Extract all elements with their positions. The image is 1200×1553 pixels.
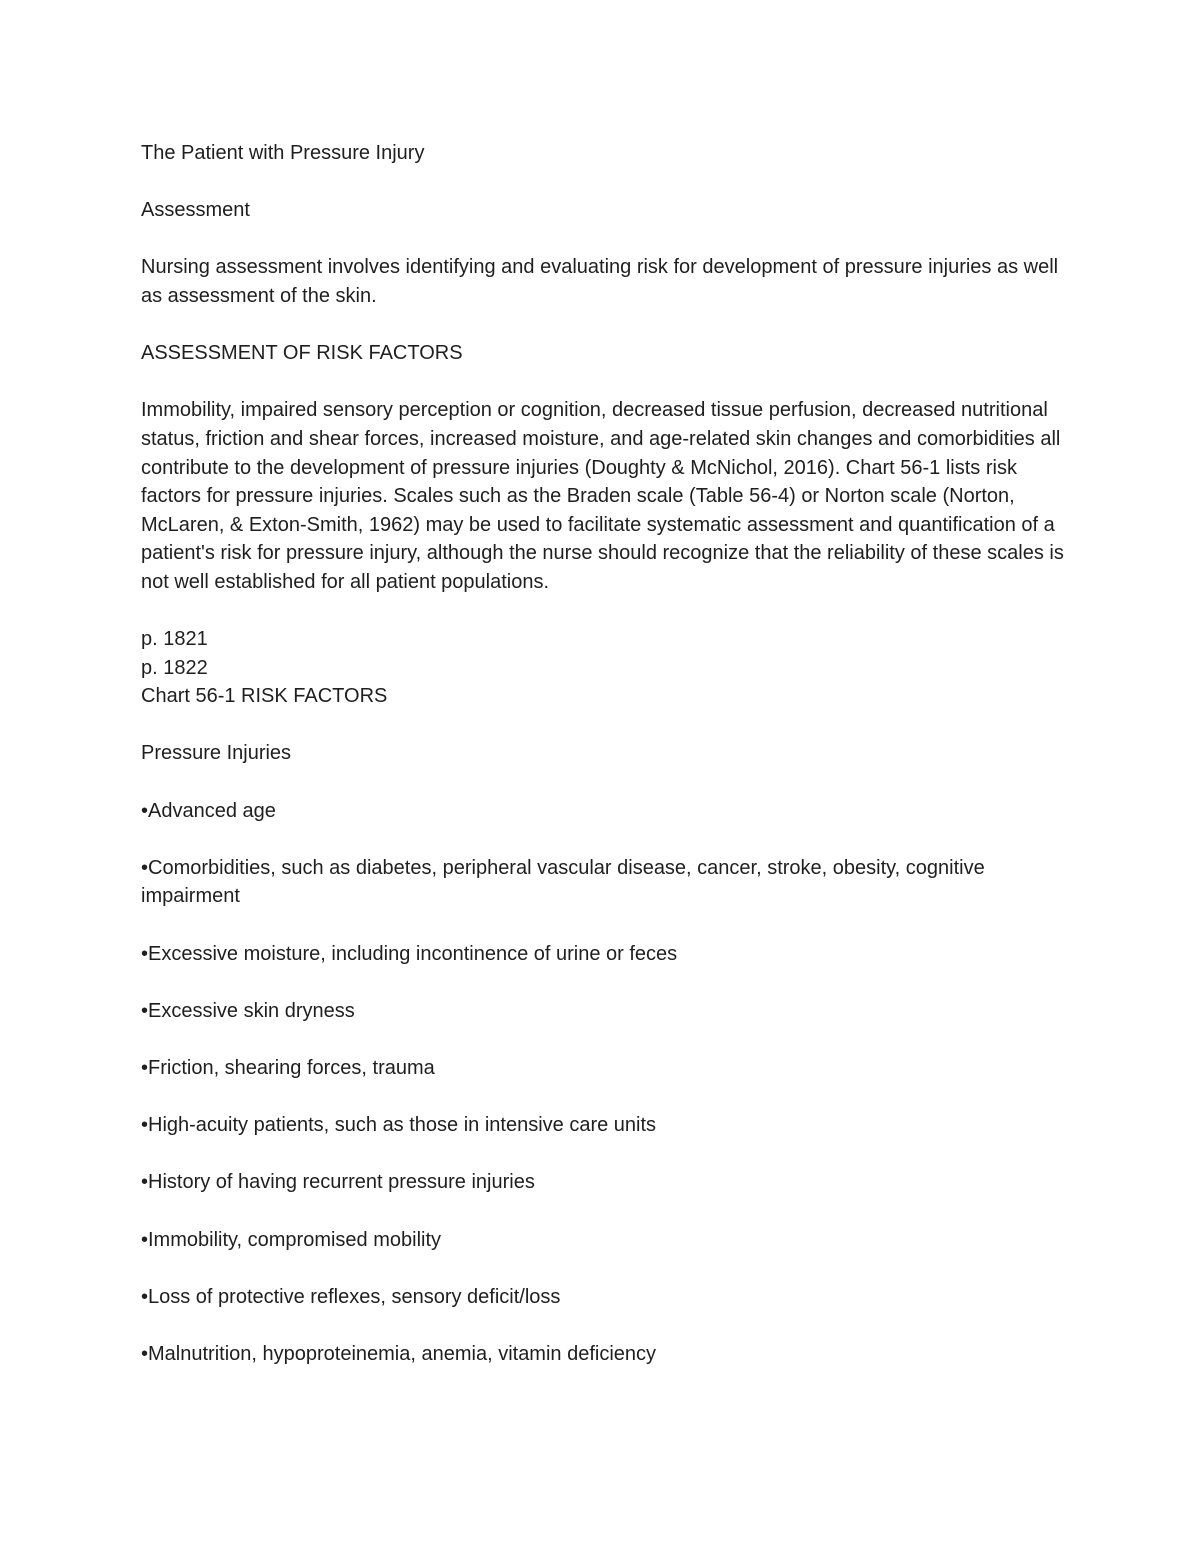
- page-reference: p. 1821: [141, 628, 208, 651]
- list-item: •Immobility, compromised mobility: [141, 1228, 442, 1251]
- list-item: •Comorbidities, such as diabetes, peripheral vascular disease, cancer, stroke, obesity, cognitive impairment: [141, 856, 985, 908]
- list-item: •Excessive moisture, including incontinence of urine or feces: [141, 942, 678, 965]
- list-item: •Excessive skin dryness: [141, 999, 355, 1022]
- list-item: •High-acuity patients, such as those in intensive care units: [141, 1114, 657, 1137]
- page-reference: p. 1822: [141, 656, 208, 679]
- list-item: •History of having recurrent pressure injuries: [141, 1171, 535, 1194]
- risk-factors-subheading: ASSESSMENT OF RISK FACTORS: [141, 342, 463, 365]
- list-item: •Advanced age: [141, 799, 276, 822]
- risk-factors-paragraph: Immobility, impaired sensory perception or cognition, decreased tissue perfusion, decreased nutritional status, friction and shear forces, increased moisture, and age-related skin changes and comorbidities all contribute to the development of pressure injuries (Doughty & McNichol, 2016). Chart 56-1 lists risk factors for pressure injuries. Scales such as the Braden scale (Table 56-4) or Norton scale (Norton, McLaren, & Exton-Smith, 1962) may be used to facilitate systematic assessment and quantification of a patient's risk for pressure injury, although the nurse should recognize that the reliability of these scales is not well established for all patient populations.: [141, 399, 1064, 593]
- list-item: •Malnutrition, hypoproteinemia, anemia, vitamin deficiency: [141, 1342, 657, 1365]
- document-title: The Patient with Pressure Injury: [141, 142, 425, 164]
- chart-subtitle: Pressure Injuries: [141, 742, 292, 765]
- list-item: •Loss of protective reflexes, sensory deficit/loss: [141, 1285, 561, 1308]
- risk-factor-list: [141, 797, 1071, 1369]
- document-body: [141, 139, 1071, 1397]
- intro-paragraph: Nursing assessment involves identifying and evaluating risk for development of pressure injuries as well as assessment of the skin.: [141, 256, 1059, 307]
- section-heading: Assessment: [141, 199, 250, 222]
- chart-title: Chart 56-1 RISK FACTORS: [141, 685, 388, 708]
- list-item: •Friction, shearing forces, trauma: [141, 1057, 435, 1079]
